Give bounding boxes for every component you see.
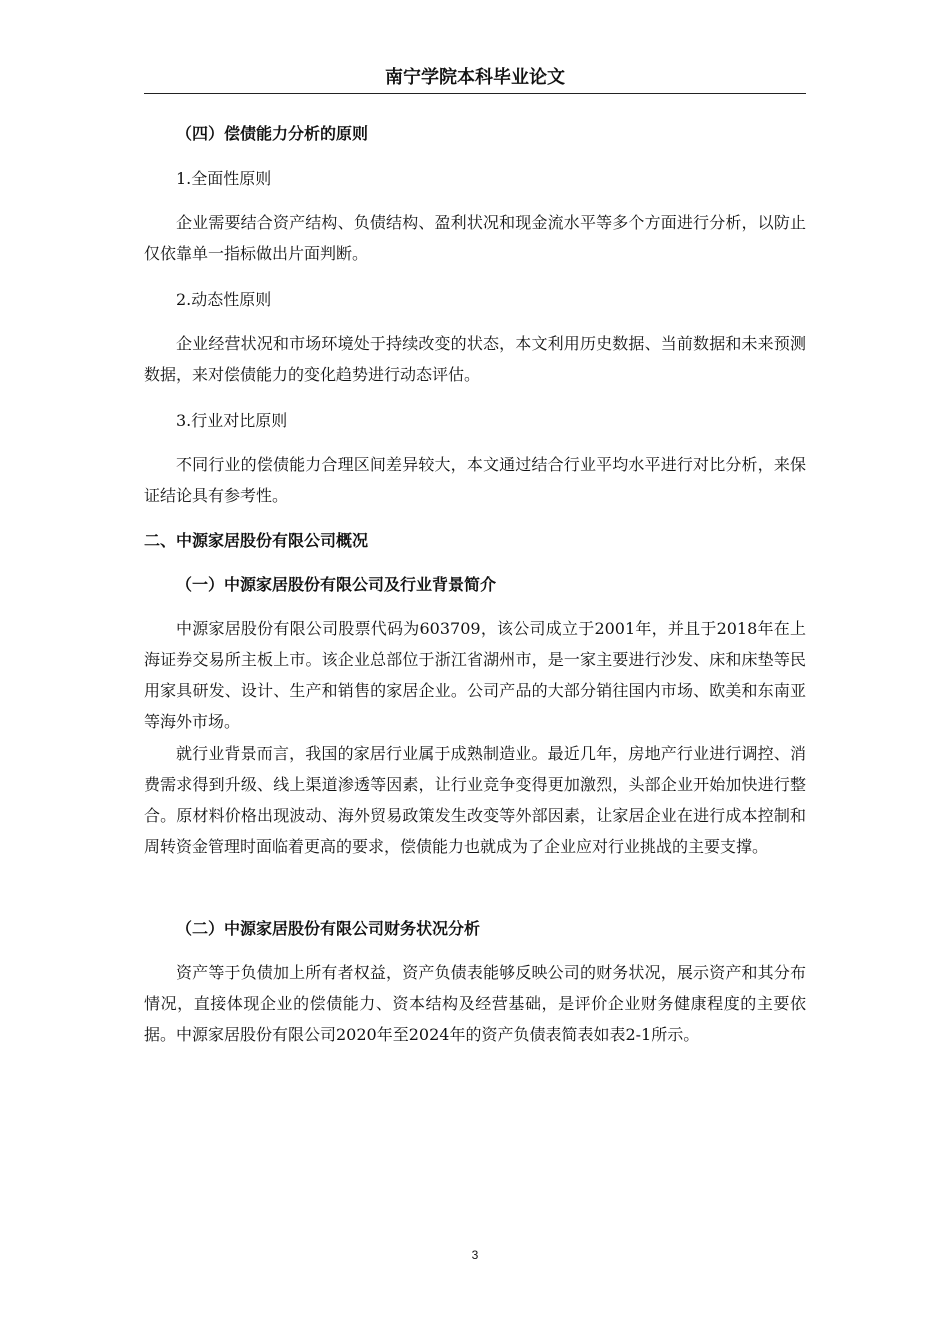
header-rule (144, 93, 806, 94)
principle-3-text: 不同行业的偿债能力合理区间差异较大，本文通过结合行业平均水平进行对比分析，来保证结论具有参考性。 (144, 455, 806, 505)
industry-background-paragraph: 就行业背景而言，我国的家居行业属于成熟制造业。最近几年，房地产行业进行调控、消费需求得到升级、线上渠道渗透等因素，让行业竞争变得更加激烈，头部企业开始加快进行整合。原材料价格出现波动、海外贸易政策发生改变等外部因素，让家居企业在进行成本控制和周转资金管理时面临着更高的要求，偿债能力也就成为了企业应对行业挑战的主要支撑。 (144, 744, 806, 856)
principle-2-text: 企业经营状况和市场环境处于持续改变的状态，本文利用历史数据、当前数据和未来预测数据，来对偿债能力的变化趋势进行动态评估。 (144, 334, 806, 384)
principle-2-title: 2.动态性原则 (176, 290, 272, 309)
company-intro-paragraph: 中源家居股份有限公司股票代码为603709，该公司成立于2001年，并且于2018年在上海证券交易所主板上市。该企业总部位于浙江省湖州市，是一家主要进行沙发、床和床垫等民用家具研发、设计、生产和销售的家居企业。公司产品的大部分销往国内市场、欧美和东南亚等海外市场。 (144, 619, 806, 731)
page-number: 3 (471, 1248, 479, 1262)
subsection-heading-2: （二）中源家居股份有限公司财务状况分析 (176, 919, 481, 938)
section-heading-4: （四）偿债能力分析的原则 (176, 124, 369, 143)
principle-3-title: 3.行业对比原则 (176, 411, 288, 430)
financial-status-paragraph: 资产等于负债加上所有者权益，资产负债表能够反映公司的财务状况，展示资产和其分布情况，直接体现企业的偿债能力、资本结构及经营基础，是评价企业财务健康程度的主要依据。中源家居股份有限公司2020年至2024年的资产负债表简表如表2-1所示。 (144, 963, 806, 1044)
subsection-heading-1: （一）中源家居股份有限公司及行业背景简介 (176, 575, 497, 594)
principle-1-title: 1.全面性原则 (176, 169, 272, 188)
running-header: 南宁学院本科毕业论文 (385, 67, 565, 88)
chapter-heading-2: 二、中源家居股份有限公司概况 (144, 531, 369, 550)
principle-1-text: 企业需要结合资产结构、负债结构、盈利状况和现金流水平等多个方面进行分析，以防止仅依靠单一指标做出片面判断。 (144, 213, 806, 263)
